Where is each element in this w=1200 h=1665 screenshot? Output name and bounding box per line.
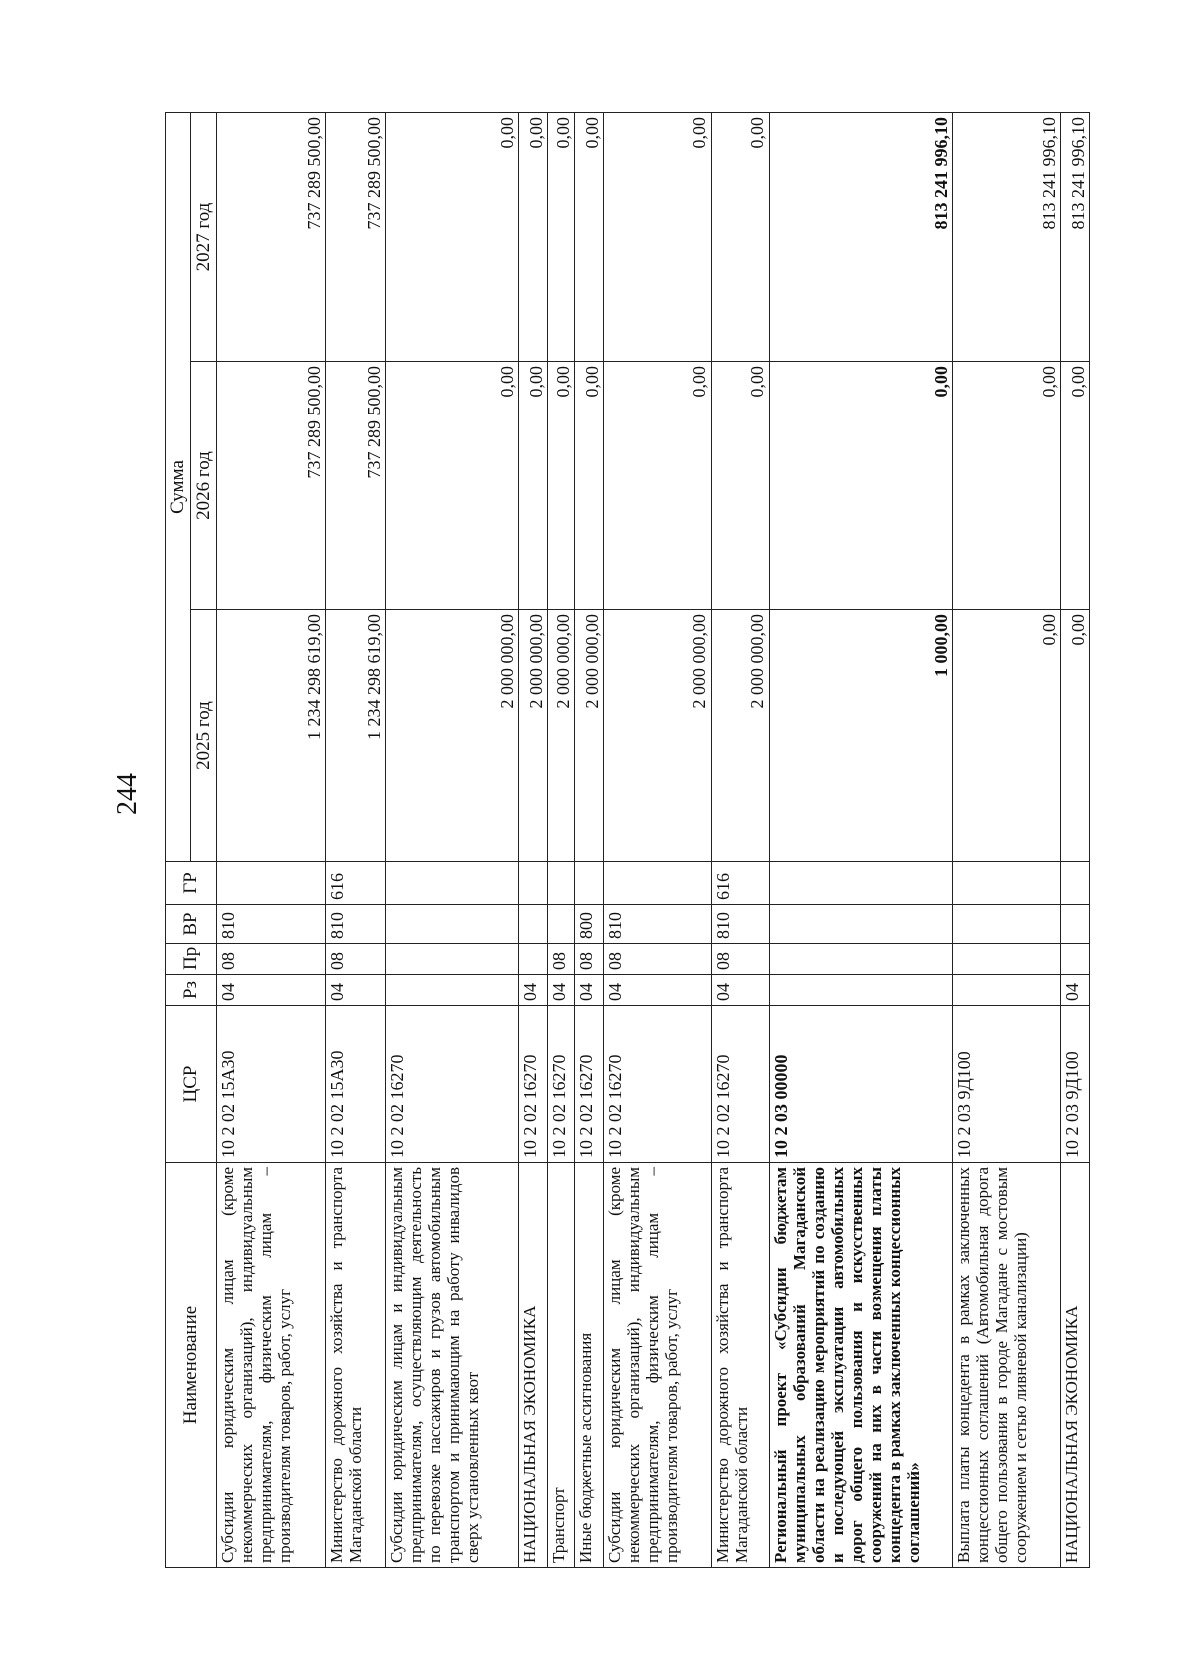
row-csr: 10 2 02 16270 [547,1006,574,1163]
row-sum-2027: 737 289 500,00 [325,113,385,362]
row-gr [769,862,953,905]
row-vr: 800 [574,905,603,944]
header-name: Наименование [166,1163,217,1568]
row-sum-2025: 2 000 000,00 [547,610,574,862]
row-vr [953,905,1061,944]
row-sum-2026: 0,00 [769,362,953,610]
row-gr [385,862,518,905]
row-name: Министерство дорожного хозяйства и транспорта Магаданской области [325,1163,385,1568]
row-sum-2027: 0,00 [547,113,574,362]
row-name: Иные бюджетные ассигнования [574,1163,603,1568]
row-pr: 08 [325,944,385,975]
row-pr: 08 [711,944,769,975]
row-sum-2026: 0,00 [711,362,769,610]
row-sum-2025: 1 234 298 619,00 [217,610,326,862]
row-sum-2027: 0,00 [574,113,603,362]
row-rz [953,975,1061,1006]
row-name: НАЦИОНАЛЬНАЯ ЭКОНОМИКА [1060,1163,1089,1568]
table-row [547,113,574,1568]
row-pr: 08 [547,944,574,975]
header-year-2025: 2025 год [191,610,217,862]
row-rz [385,975,518,1006]
table-row [325,113,385,1568]
row-sum-2027: 813 241 996,10 [1060,113,1089,362]
row-gr: 616 [711,862,769,905]
row-sum-2025: 2 000 000,00 [711,610,769,862]
header-pr: Пр [166,944,217,975]
row-vr [385,905,518,944]
row-sum-2027: 0,00 [711,113,769,362]
row-vr [1060,905,1089,944]
rotated-table-container [165,113,1090,1568]
row-name: Субсидии юридическим лицам (кроме некоммерческих организаций), индивидуальным предпринимателям, физическим лицам – производителям товаров, работ, услуг [603,1163,711,1568]
row-vr [769,905,953,944]
row-sum-2026: 0,00 [518,362,547,610]
row-gr [603,862,711,905]
row-csr: 10 2 02 16270 [518,1006,547,1163]
row-csr: 10 2 03 9Д100 [953,1006,1061,1163]
row-sum-2027: 737 289 500,00 [217,113,326,362]
row-rz: 04 [574,975,603,1006]
row-vr: 810 [217,905,326,944]
row-vr: 810 [325,905,385,944]
header-rz: Рз [166,975,217,1006]
page-number: 244 [112,773,143,815]
header-vr: ВР [166,905,217,944]
table-row [711,113,769,1568]
row-vr [547,905,574,944]
row-gr [574,862,603,905]
row-sum-2026: 0,00 [574,362,603,610]
row-pr: 08 [217,944,326,975]
table-row [518,113,547,1568]
row-gr [217,862,326,905]
row-sum-2027: 813 241 996,10 [953,113,1061,362]
row-sum-2026: 0,00 [547,362,574,610]
row-gr [547,862,574,905]
row-name: Субсидии юридическим лицам и индивидуальным предпринимателям, осуществляющим деятельность по перевозке пассажиров и грузов автомобильным транспортом и принимающим на работу инвалидов сверх установленных квот [385,1163,518,1568]
header-sum: Сумма [166,113,191,862]
row-sum-2025: 2 000 000,00 [518,610,547,862]
table-row [1060,113,1089,1568]
row-pr [385,944,518,975]
row-rz [769,975,953,1006]
table-row [385,113,518,1568]
row-pr [769,944,953,975]
row-csr: 10 2 02 15А30 [217,1006,326,1163]
row-sum-2025: 0,00 [1060,610,1089,862]
row-sum-2025: 2 000 000,00 [385,610,518,862]
row-name: Выплата платы концедента в рамках заключенных концессионных соглашений (Автомобильная дорога общего пользования в городе Магадане с мостовым сооружением и сетью ливневой канализации) [953,1163,1061,1568]
row-name: Региональный проект «Субсидии бюджетам муниципальных образований Магаданской области на реализацию мероприятий по созданию и последующей эксплуатации автомобильных дорог общего пользования и искусственных сооружений на них в части возмещения платы концедента в рамках заключенных концессионных соглашений» [769,1163,953,1568]
row-sum-2027: 0,00 [603,113,711,362]
row-name: Субсидии юридическим лицам (кроме некоммерческих организаций), индивидуальным предпринимателям, физическим лицам – производителям товаров, работ, услуг [217,1163,326,1568]
row-pr [953,944,1061,975]
row-sum-2026: 737 289 500,00 [325,362,385,610]
row-sum-2026: 0,00 [1060,362,1089,610]
row-sum-2025: 2 000 000,00 [603,610,711,862]
row-sum-2026: 0,00 [953,362,1061,610]
row-rz: 04 [1060,975,1089,1006]
row-pr [518,944,547,975]
row-rz: 04 [325,975,385,1006]
table-row [574,113,603,1568]
row-name: НАЦИОНАЛЬНАЯ ЭКОНОМИКА [518,1163,547,1568]
row-sum-2027: 0,00 [518,113,547,362]
row-name: Транспорт [547,1163,574,1568]
header-csr: ЦСР [166,1006,217,1163]
row-csr: 10 2 02 15А30 [325,1006,385,1163]
row-gr [953,862,1061,905]
row-gr [518,862,547,905]
row-sum-2025: 1 000,00 [769,610,953,862]
row-gr: 616 [325,862,385,905]
row-sum-2027: 0,00 [385,113,518,362]
row-vr: 810 [603,905,711,944]
header-year-2026: 2026 год [191,362,217,610]
row-csr: 10 2 02 16270 [711,1006,769,1163]
row-rz: 04 [547,975,574,1006]
row-sum-2025: 1 234 298 619,00 [325,610,385,862]
row-sum-2025: 0,00 [953,610,1061,862]
row-pr: 08 [574,944,603,975]
row-sum-2026: 0,00 [603,362,711,610]
row-name: Министерство дорожного хозяйства и транспорта Магаданской области [711,1163,769,1568]
row-vr: 810 [711,905,769,944]
budget-table [165,112,1090,1568]
row-sum-2026: 0,00 [385,362,518,610]
table-row [953,113,1061,1568]
header-gr: ГР [166,862,217,905]
row-pr [1060,944,1089,975]
row-rz: 04 [711,975,769,1006]
row-sum-2027: 813 241 996,10 [769,113,953,362]
header-year-2027: 2027 год [191,113,217,362]
row-csr: 10 2 03 9Д100 [1060,1006,1089,1163]
row-csr: 10 2 02 16270 [603,1006,711,1163]
row-rz: 04 [603,975,711,1006]
table-row [769,113,953,1568]
row-csr: 10 2 02 16270 [385,1006,518,1163]
table-body [217,113,1090,1568]
row-sum-2026: 737 289 500,00 [217,362,326,610]
row-gr [1060,862,1089,905]
row-rz: 04 [518,975,547,1006]
row-rz: 04 [217,975,326,1006]
row-csr: 10 2 03 00000 [769,1006,953,1163]
row-csr: 10 2 02 16270 [574,1006,603,1163]
row-pr: 08 [603,944,711,975]
table-row [217,113,326,1568]
row-vr [518,905,547,944]
row-sum-2025: 2 000 000,00 [574,610,603,862]
table-row [603,113,711,1568]
